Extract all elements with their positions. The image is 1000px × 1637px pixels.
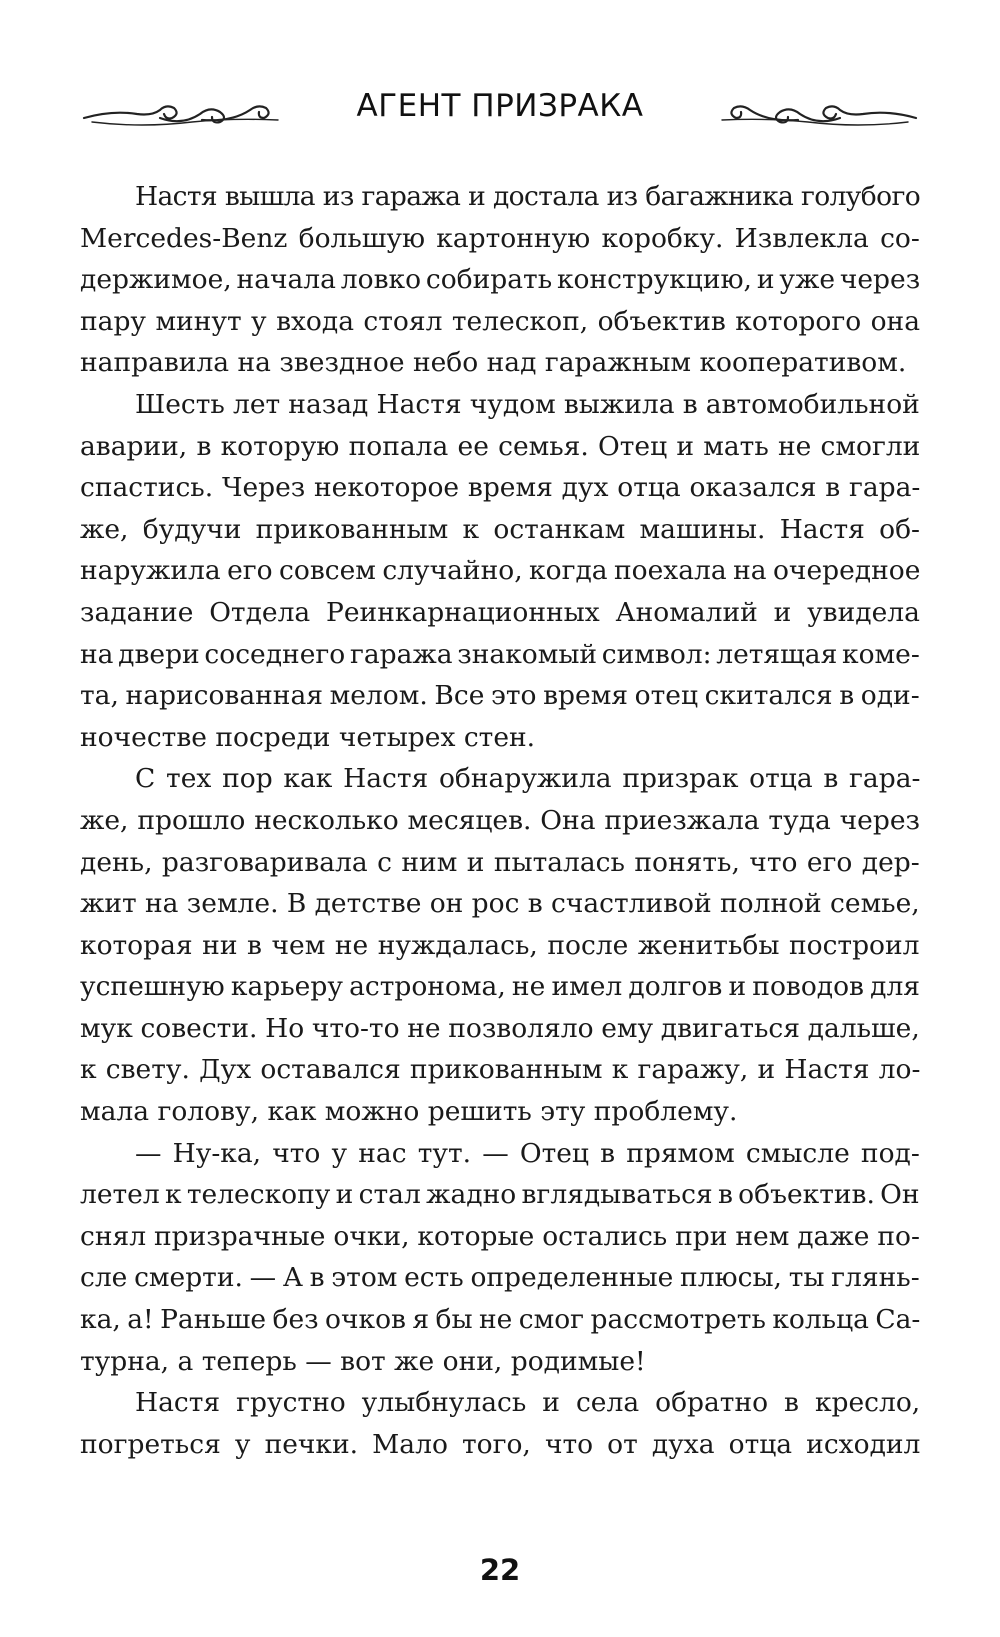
text-line: погреться у печки. Мало того, что от духа отца исходил [80,1428,920,1460]
text-line: Шесть лет назад Настя чудом выжила в автомобильной [135,388,920,420]
text-line: турна, а теперь — вот же они, родимые! [80,1345,646,1377]
text-line: Mercedes-Benz большую картонную коробку. Извлекла со- [80,222,920,254]
text-line: ка, а! Раньше без очков я бы не смог рассмотреть кольца Са- [80,1304,920,1336]
text-line: мала голову, как можно решить эту проблему. [80,1096,738,1128]
text-line: же, прошло несколько месяцев. Она приезжала туда через [80,804,920,836]
text-line: направила на звездное небо над гаражным кооперативом. [80,347,907,379]
text-line: ночестве посреди четырех стен. [80,721,536,753]
text-line: С тех пор как Настя обнаружила призрак отца в гара- [135,763,920,795]
text-line: день, разговаривала с ним и пыталась понять, что его дер- [80,846,920,878]
text-line: мук совести. Но что-то не позволяло ему двигаться дальше, [80,1012,920,1044]
text-line: та, нарисованная мелом. Все это время отец скитался в оди- [80,680,920,712]
text-line: Настя вышла из гаража и достала из багажника голубого [135,181,920,212]
text-line: снял призрачные очки, которые остались при нем даже по- [80,1220,920,1252]
text-line: Настя грустно улыбнулась и села обратно в кресло, [135,1387,920,1419]
text-line: летел к телескопу и стал жадно вглядываться в объектив. Он [80,1179,920,1211]
text-line: держимое, начала ловко собирать конструкцию, и уже через [80,264,920,296]
text-line: задание Отдела Реинкарнационных Аномалий и увидела [80,596,920,628]
text-line: спастись. Через некоторое время дух отца оказался в гара- [80,472,920,504]
text-line: — Ну-ка, что у нас тут. — Отец в прямом смысле под- [135,1137,920,1169]
text-line: же, будучи прикованным к останкам машины. Настя об- [80,513,920,545]
text-line: к свету. Дух оставался прикованным к гаражу, и Настя ло- [80,1054,920,1086]
running-header [0,82,1000,142]
running-title: АГЕНТ ПРИЗРАКА [356,88,644,124]
body-text [80,176,920,1465]
text-line: сле смерти. — А в этом есть определенные плюсы, ты глянь- [80,1262,920,1294]
page-number: 22 [479,1553,521,1587]
left-flourish-ornament [82,92,282,132]
text-line: на двери соседнего гаража знакомый символ: летящая коме- [80,638,920,670]
text-line: которая ни в чем не нуждалась, после женитьбы построил [80,929,920,961]
right-flourish-ornament [718,92,918,132]
text-line: аварии, в которую попала ее семья. Отец и мать не смогли [80,430,920,462]
text-line: успешную карьеру астронома, не имел долгов и поводов для [80,971,920,1003]
text-line: пару минут у входа стоял телескоп, объектив которого она [80,305,920,337]
text-line: жит на земле. В детстве он рос в счастливой полной семье, [80,888,920,920]
text-line: наружила его совсем случайно, когда поехала на очередное [80,555,920,587]
